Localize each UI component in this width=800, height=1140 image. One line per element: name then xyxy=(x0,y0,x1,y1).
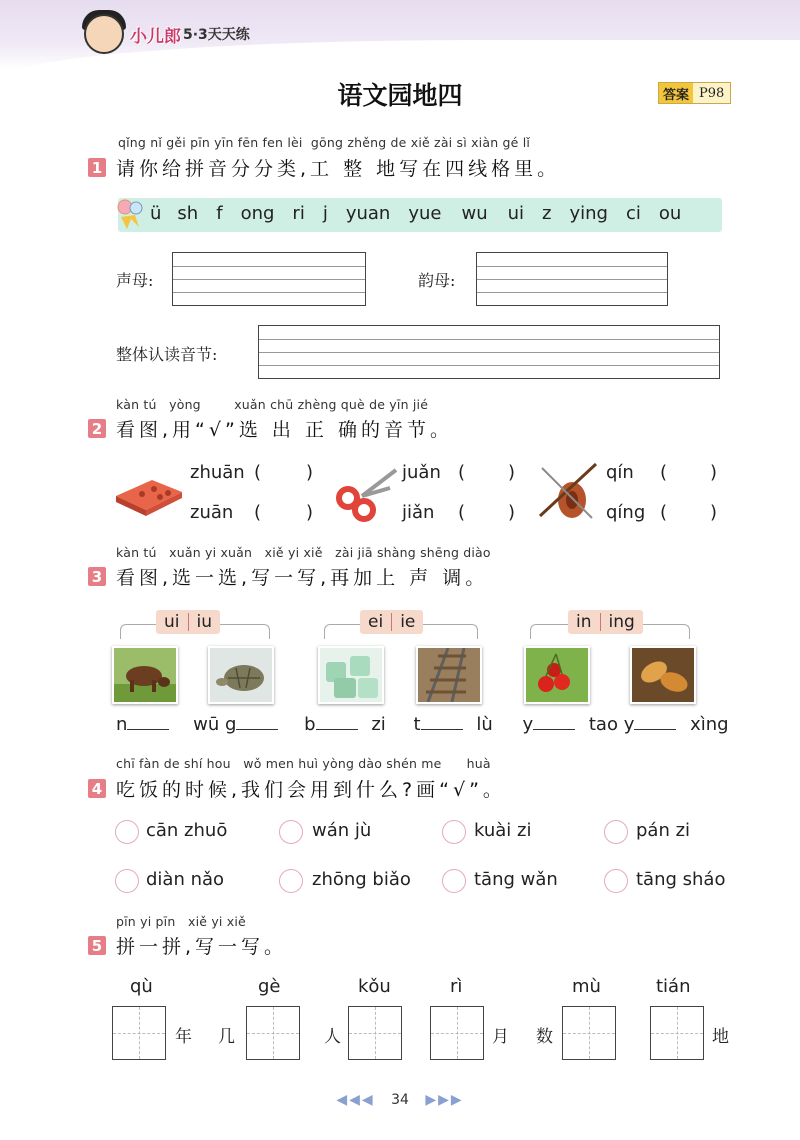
cherries-photo xyxy=(524,646,590,704)
pinyin-item: f xyxy=(216,203,223,224)
answer-blank[interactable] xyxy=(533,729,575,730)
answer-blank[interactable] xyxy=(634,729,676,730)
q4-option: tāng wǎn xyxy=(474,869,558,890)
tian-grid[interactable] xyxy=(650,1006,704,1060)
q5-pinyin-item: kǒu xyxy=(358,976,391,997)
finals-writing-box[interactable] xyxy=(476,252,668,306)
q4-option: pán zi xyxy=(636,820,691,841)
word-part: lù xyxy=(476,714,493,735)
yak-photo xyxy=(112,646,178,704)
q3-pinyin: kàn tú xuǎn yi xuǎn xiě yi xiě zài jiā shàng shēng diào xyxy=(116,545,491,560)
q5-pinyin-item: qù xyxy=(130,976,153,997)
check-circle[interactable] xyxy=(604,820,628,844)
option-1: ei xyxy=(368,612,384,632)
answer-badge xyxy=(658,82,731,104)
paren-open: ( xyxy=(660,462,668,483)
tian-grid[interactable] xyxy=(112,1006,166,1060)
option-2: ing xyxy=(608,612,635,632)
tracks-photo xyxy=(416,646,482,704)
word-part: wū g xyxy=(193,714,237,735)
series-name: 5·3天天练 xyxy=(183,27,250,43)
tian-grid[interactable] xyxy=(246,1006,300,1060)
paren-close[interactable]: ) xyxy=(710,502,718,523)
q2-text: 看图,用“√”选 出 正 确的音节。 xyxy=(116,419,453,441)
q4-option: wán jù xyxy=(312,820,372,841)
paren-close[interactable]: ) xyxy=(710,462,718,483)
q4-pinyin: chī fàn de shí hou wǒ men huì yòng dào shén me huà xyxy=(116,756,491,771)
option-tab xyxy=(156,610,220,634)
pinyin-item: ü xyxy=(150,203,162,224)
q4-number: 4 xyxy=(88,779,106,798)
pinyin-item: ying xyxy=(569,203,608,224)
option-tab xyxy=(360,610,423,634)
arrow-right-icon: ▶▶▶ xyxy=(425,1092,464,1108)
option-tab xyxy=(568,610,643,634)
q3-text: 看图,选一选,写一写,再加上 声 调。 xyxy=(116,567,489,589)
q5-text: 拼一拼,写一写。 xyxy=(116,936,288,958)
tian-grid[interactable] xyxy=(430,1006,484,1060)
q2-opt-b-1: zuān xyxy=(190,502,234,523)
q2-opt-a-2: juǎn xyxy=(402,462,441,483)
paren-close[interactable]: ) xyxy=(306,502,314,523)
pinyin-items xyxy=(150,203,681,224)
word-part: n xyxy=(116,714,128,735)
word-part: tao y xyxy=(588,714,635,735)
brand-name: 小儿郎 xyxy=(130,27,181,47)
q5-pinyin: pīn yi pīn xiě yi xiě xyxy=(116,914,246,929)
q4-option: cān zhuō xyxy=(146,820,228,841)
pinyin-item: sh xyxy=(177,203,199,224)
mascot-icon xyxy=(84,14,124,54)
pinyin-item: yue xyxy=(408,203,442,224)
check-circle[interactable] xyxy=(442,820,466,844)
check-circle[interactable] xyxy=(115,869,139,893)
ribbon-icon xyxy=(113,195,149,231)
label-finals: 韵母: xyxy=(418,271,456,290)
paren-close[interactable]: ) xyxy=(508,462,516,483)
q4-text: 吃饭的时候,我们会用到什么?画“√”。 xyxy=(116,779,506,801)
scissors-icon xyxy=(334,466,400,524)
pinyin-item: ou xyxy=(658,203,682,224)
arrow-left-icon: ◀◀◀ xyxy=(336,1092,375,1108)
q1-text: 请你给拼音分分类,工 整 地写在四线格里。 xyxy=(116,158,561,180)
q3-word-row xyxy=(116,714,729,735)
answer-blank[interactable] xyxy=(316,729,358,730)
check-circle[interactable] xyxy=(442,869,466,893)
label-initials: 声母: xyxy=(116,271,154,290)
q5-char: 地 xyxy=(712,1027,729,1047)
paren-open: ( xyxy=(254,502,262,523)
option-1: ui xyxy=(164,612,180,632)
pinyin-item: j xyxy=(322,203,328,224)
pinyin-item: ong xyxy=(240,203,275,224)
word-part: t xyxy=(413,714,421,735)
q4-option: diàn nǎo xyxy=(146,869,225,890)
q4-option: tāng sháo xyxy=(636,869,726,890)
pinyin-item: wu xyxy=(461,203,488,224)
q5-pinyin-item: mù xyxy=(572,976,601,997)
q5-pinyin-item: tián xyxy=(656,976,691,997)
q2-number: 2 xyxy=(88,419,106,438)
answer-blank[interactable] xyxy=(127,729,169,730)
word-part: zi xyxy=(371,714,386,735)
paren-close[interactable]: ) xyxy=(508,502,516,523)
q5-pinyin-item: rì xyxy=(450,976,463,997)
answer-page: P98 xyxy=(699,85,725,101)
label-whole-syllables: 整体认读音节: xyxy=(116,345,218,364)
word-part: b xyxy=(304,714,316,735)
pinyin-item: ui xyxy=(507,203,525,224)
tian-grid[interactable] xyxy=(562,1006,616,1060)
turtle-photo xyxy=(208,646,274,704)
almond-photo xyxy=(630,646,696,704)
q5-char: 数 xyxy=(536,1027,553,1047)
q5-number: 5 xyxy=(88,936,106,955)
initials-writing-box[interactable] xyxy=(172,252,366,306)
check-circle[interactable] xyxy=(279,820,303,844)
q4-option: kuài zi xyxy=(474,820,532,841)
paren-close[interactable]: ) xyxy=(306,462,314,483)
pinyin-item: z xyxy=(542,203,552,224)
q4-option: zhōng biǎo xyxy=(312,869,411,890)
word-part: xìng xyxy=(690,714,729,735)
q5-char: 人 xyxy=(324,1027,341,1047)
q2-pinyin: kàn tú yòng xuǎn chū zhèng què de yīn jié xyxy=(116,397,429,412)
whole-syllables-writing-box[interactable] xyxy=(258,325,720,379)
page-title: 语文园地四 xyxy=(337,81,463,110)
word-part: y xyxy=(522,714,534,735)
check-circle[interactable] xyxy=(115,820,139,844)
pinyin-item: yuan xyxy=(345,203,391,224)
q2-opt-b-3: qíng xyxy=(606,502,646,523)
check-circle[interactable] xyxy=(279,869,303,893)
q3-number: 3 xyxy=(88,567,106,586)
answer-label: 答案 xyxy=(659,83,693,103)
paren-open: ( xyxy=(660,502,668,523)
q5-char: 年 xyxy=(175,1027,192,1047)
page-number: 34 xyxy=(391,1092,409,1108)
q5-char: 月 xyxy=(492,1027,509,1047)
check-circle[interactable] xyxy=(604,869,628,893)
paren-open: ( xyxy=(254,462,262,483)
q1-number: 1 xyxy=(88,158,106,177)
cups-photo xyxy=(318,646,384,704)
violin-icon xyxy=(532,460,602,522)
pinyin-item: ci xyxy=(626,203,641,224)
pinyin-item: ri xyxy=(292,203,305,224)
q2-opt-a-1: zhuān xyxy=(190,462,245,483)
answer-blank[interactable] xyxy=(236,729,278,730)
bricks-icon xyxy=(112,470,186,518)
option-2: ie xyxy=(400,612,416,632)
page-footer xyxy=(0,1092,800,1108)
paren-open: ( xyxy=(458,502,466,523)
tian-grid[interactable] xyxy=(348,1006,402,1060)
paren-open: ( xyxy=(458,462,466,483)
q5-char: 几 xyxy=(218,1027,235,1047)
q1-pinyin: qǐng nǐ gěi pīn yīn fēn fen lèi gōng zhěng de xiě zài sì xiàn gé lǐ xyxy=(118,135,531,150)
option-1: in xyxy=(576,612,592,632)
answer-blank[interactable] xyxy=(421,729,463,730)
q2-opt-b-2: jiǎn xyxy=(402,502,435,523)
q5-pinyin-item: gè xyxy=(258,976,281,997)
q2-opt-a-3: qín xyxy=(606,462,634,483)
option-2: iu xyxy=(196,612,212,632)
